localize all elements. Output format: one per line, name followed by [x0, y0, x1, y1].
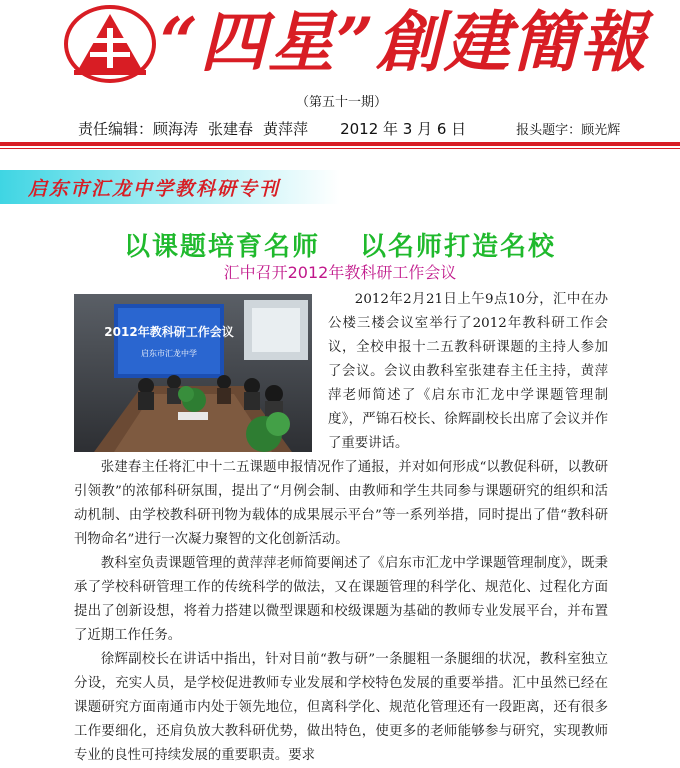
- headline-left: 以课题培育名师: [123, 232, 320, 262]
- article-paragraph: 2012年2月21日上午9点10分，汇中在办公楼三楼会议室举行了2012年教科研工作会议，全校申报十二五教科研课题的主持人参加了会议。会议由教科室张建春主任主持，黄萍萍老师简述了《启东市汇龙中学课题管理制度》，严锦石校长、徐辉副校长出席了会议并作了重要讲话。: [328, 292, 608, 451]
- issue-number: （第五十一期）: [296, 95, 388, 110]
- article-subhead: 汇中召开2012年教科研工作会议: [223, 263, 457, 282]
- photo-banner-title: 2012年教科研工作会议: [104, 325, 234, 339]
- editor-name: 张建春: [208, 120, 254, 138]
- newsletter-title: “四星”創建簡報: [160, 3, 648, 81]
- editor-name: 顾海涛: [153, 120, 199, 138]
- editors-label: 责任编辑：: [78, 120, 154, 138]
- calligraphy-label: 报头题字：: [516, 123, 582, 138]
- article-paragraph: 徐辉副校长在讲话中指出，针对目前“教与研”一条腿粗一条腿细的状况，教科室独立分设，充实人员，是学校促进教师专业发展和学校特色发展的重要举措。汇中虽然已经在课题研究方面南通市内处于领先地位，但离科学化、规范化管理还有一段距离，还有很多工作要细化，还肩负放大教科研优势，做出特色，使更多的老师能够参与研究，实现教师专业的良性可持续发展的重要职责。要求: [74, 652, 608, 763]
- article-paragraph: 教科室负责课题管理的黄萍萍老师简要阐述了《启东市汇龙中学课题管理制度》，既秉承了学校科研管理工作的传统科学的做法，又在课题管理的科学化、规范化、过程化方面提出了创新设想，将着力搭建以微型课题和校级课题为基础的教师专业发展平台，并布置了近期工作任务。: [74, 556, 608, 643]
- masthead-rule-thick: [0, 142, 680, 146]
- masthead: [0, 0, 680, 150]
- school-logo: [62, 4, 158, 84]
- issue-date: 2012 年 3 月 6 日: [340, 120, 467, 138]
- credits-line: [78, 118, 630, 139]
- headline-right: 以名师打造名校: [360, 232, 557, 262]
- article-headline: [0, 226, 680, 263]
- column-banner-text: 启东市汇龙中学教科研专刊: [28, 178, 281, 200]
- column-banner: [0, 170, 340, 204]
- article-paragraph: 张建春主任将汇中十二五课题申报情况作了通报，并对如何形成“以教促科研，以教研引领教”的浓郁科研氛围，提出了“月例会制、由教师和学生共同参与课题研究的组织和活动机制、由学校教科研刊物为载体的成果展示平台”等一系列举措，同时提出了借“教科研刊物命名”进行一次凝力聚智的文化创新活动。: [74, 460, 608, 547]
- photo-banner-subtitle: 启东市汇龙中学: [141, 349, 197, 358]
- calligraphy-author: 顾光辉: [581, 123, 621, 138]
- article-body: [74, 288, 608, 768]
- masthead-rule-thin: [0, 148, 680, 149]
- editor-name: 黄萍萍: [263, 120, 309, 138]
